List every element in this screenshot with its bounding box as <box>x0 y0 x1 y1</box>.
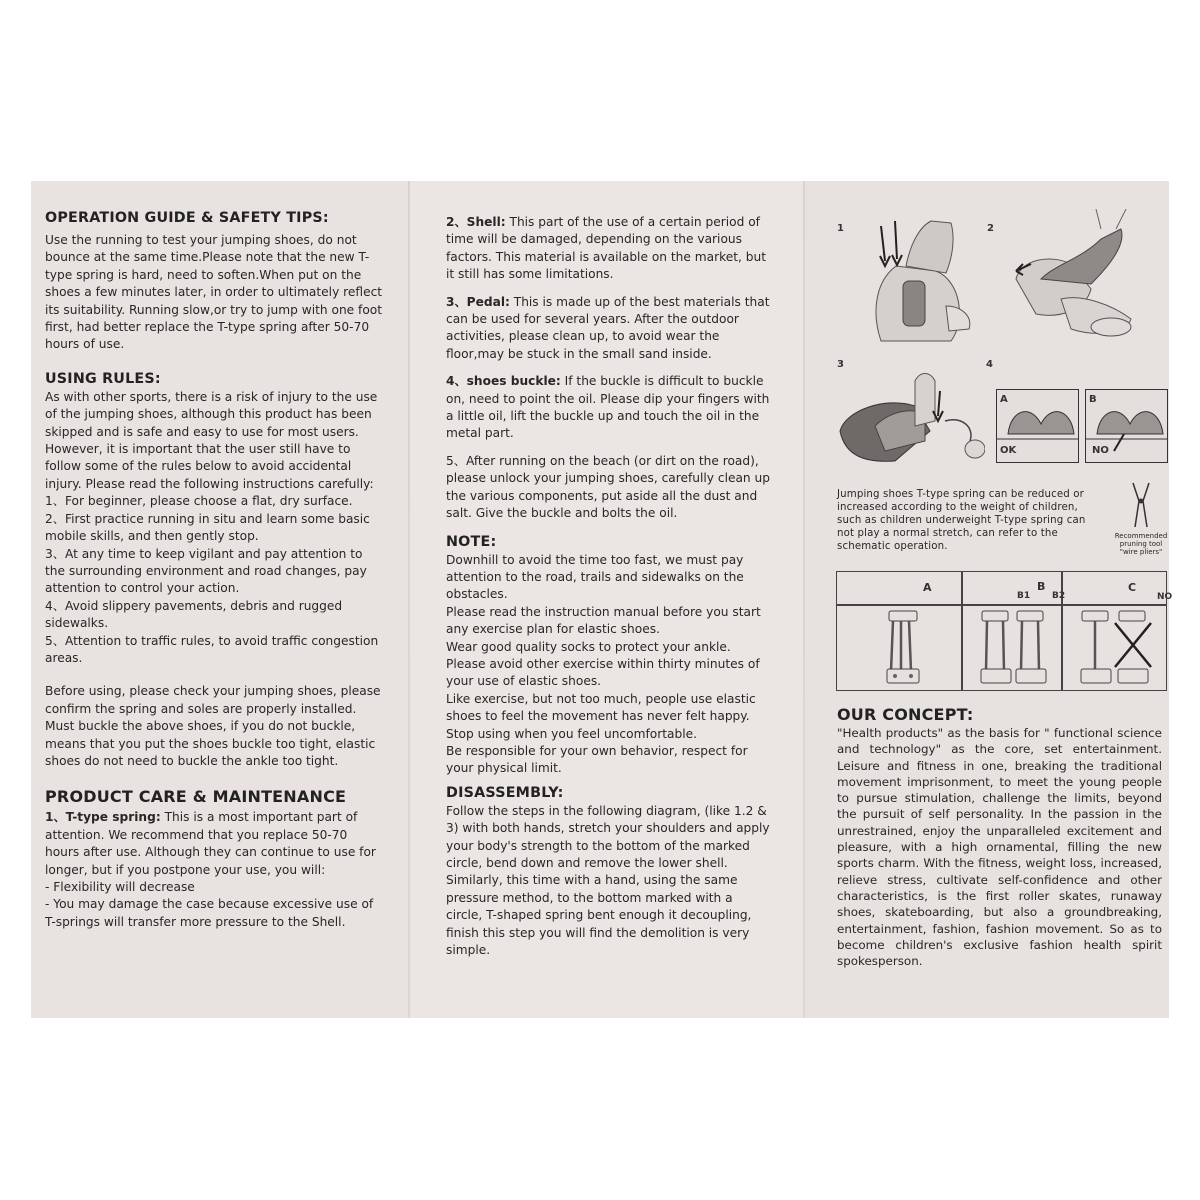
no-label: NO <box>1092 445 1109 456</box>
rule-item: 5、Attention to traffic rules, to avoid traffic congestion areas. <box>45 633 379 665</box>
care-spring-label: 1、T-type spring: <box>45 810 161 825</box>
ok-label: OK <box>1000 445 1017 456</box>
config-a-label: A <box>923 581 932 594</box>
concept-section <box>837 704 1162 969</box>
tool-caption-line: pruning tool <box>1119 540 1163 548</box>
note-item: Stop using when you feel uncomfortable. <box>446 726 697 741</box>
tool-caption <box>1107 532 1175 556</box>
operation-guide-text: Use the running to test your jumping shoes, do not bounce at the same time.Please note that the new T-type spring is hard, need to soften.When put on the shoes a few minutes later, in order to ultimately reflect its suitability. Running slow,or try to jump with one foot first, had better replace the T-type spring after 50-70 hours of use. <box>45 233 383 352</box>
product-care-heading: PRODUCT CARE & MAINTENANCE <box>45 787 347 807</box>
note-item: Wear good quality socks to protect your ankle. <box>446 639 731 654</box>
rule-item: 2、First practice running in situ and learn some basic mobile skills, and then gently stop. <box>45 511 370 544</box>
care-spring-text <box>45 809 385 879</box>
shell-label: 2、Shell: <box>446 215 506 229</box>
step-number: 1 <box>837 223 844 234</box>
config-c-label: C <box>1128 581 1137 594</box>
before-using-text: Before using, please check your jumping shoes, please confirm the spring and soles are properly installed. Must buckle the above shoes, if you do not buckle, means that you put the shoes buckle too tight, elastic shoes do not need to buckle the ankle too tight. <box>45 684 381 768</box>
disassembly-heading: DISASSEMBLY: <box>446 784 564 801</box>
rule-item: 1、For beginner, please choose a flat, dry surface. <box>45 494 353 509</box>
buckle-label: 4、shoes buckle: <box>446 374 561 389</box>
left-column <box>45 209 385 931</box>
note-item: Downhill to avoid the time too fast, we must pay attention to the road, trails and sidewalks on the obstacles. <box>446 552 744 602</box>
middle-column <box>446 214 771 959</box>
tool-caption-line: Recommended <box>1114 532 1168 540</box>
step-2-illustration <box>1001 209 1151 344</box>
shell-body: This part of the use of a certain period of time will be damaged, depending on the various factors. This material is available on the market, but it still has some limitations. <box>446 215 766 282</box>
spring-config-c <box>1076 609 1116 687</box>
step-number: 2 <box>987 223 994 234</box>
note-heading: NOTE: <box>446 533 497 550</box>
care-bullet: - Flexibility will decrease <box>45 880 195 894</box>
buckle-body: If the buckle is difficult to buckle on, need to point the oil. Please dip your fingers with a little oil, lift the buckle up and touch the oil in the metal part. <box>446 374 770 441</box>
note-item: Please read the instruction manual before you start any exercise plan for elastic shoes. <box>446 604 761 637</box>
spring-adjust-text: Jumping shoes T-type spring can be reduced or increased according to the weight of children, such as children underweight T-type spring can not play a normal stretch, can refer to the schematic operation. <box>837 489 1086 552</box>
fold-line <box>408 181 410 1018</box>
concept-text: "Health products" as the basis for " functional science and technology" as the core, set entertainment. Leisure and fitness in one, breaking the traditional movement imprisonment, to meet the young people to pursue stimulation, challenge the limits, beyond the pursuit of self personality. In the passion in the unrestrained, enjoy the unparalleled excitement and pleasure, with a high ornamental, filling the new sports charm. With the fitness, weight loss, increased, relieve stress, cultivate self-confidence and other characteristics, is the first roller skates, runaway shoes, skateboarding, but also a groundbreaking, entertainment, fashion, fashion movement. So as to become children's exclusive fashion health spirit spokesperson. <box>837 726 1162 969</box>
note-item: Be responsible for your own behavior, respect for your physical limit. <box>446 743 748 776</box>
shell-text <box>446 214 771 284</box>
disassembly-text-2: Similarly, this time with a hand, using the same pressure method, to the bottom marked with a circle, T-shaped spring bent enough it decoupling, finish this step you will find the demolition is very simple. <box>446 873 752 958</box>
pedal-text <box>446 294 771 364</box>
operation-guide-heading: OPERATION GUIDE & SAFETY TIPS: <box>45 210 329 226</box>
table-divider <box>1061 572 1063 690</box>
rule-item: 3、At any time to keep vigilant and pay attention to the surrounding environment and road changes, pay attention to control your action. <box>45 546 367 596</box>
no-box-letter: B <box>1089 394 1097 405</box>
tool-caption-line: "wire pliers" <box>1119 548 1163 556</box>
wire-pliers-icon <box>1121 481 1161 531</box>
concept-heading: OUR CONCEPT: <box>837 705 974 724</box>
step-3-illustration <box>835 371 985 471</box>
table-divider <box>837 604 1166 606</box>
config-b1-label: B1 <box>1017 591 1031 601</box>
step-1-illustration <box>851 211 981 346</box>
spring-config-b1 <box>976 609 1016 687</box>
step-4-illustration <box>996 389 1176 464</box>
disassembly-text-1: Follow the steps in the following diagram, (like 1.2 & 3) with both hands, stretch your shoulders and apply your body's strength to the bottom of the marked circle, bend down and remove the lower shell. <box>446 803 770 870</box>
config-b-label: B <box>1037 580 1046 593</box>
spring-config-no <box>1111 609 1156 687</box>
table-divider <box>961 572 963 690</box>
using-rules-text: As with other sports, there is a risk of injury to the use of the jumping shoes, although this product has been skipped and is safe and easy to use for most users. However, it is important that the user still have to follow some of the rules below to avoid accidental injury. Please read the following instructions carefully: <box>45 389 378 491</box>
rule-item: 4、Avoid slippery pavements, debris and rugged sidewalks. <box>45 598 343 631</box>
using-rules-heading: USING RULES: <box>45 370 161 387</box>
care-spring-body: This is a most important part of attention. We recommend that you replace 50-70 hours after use. Although they can continue to use for longer, but if you postpone your use, you will: <box>45 810 376 877</box>
ok-box-letter: A <box>1000 394 1008 405</box>
instruction-leaflet <box>31 181 1173 1018</box>
beach-text: 5、After running on the beach (or dirt on the road), please unlock your jumping shoes, carefully clean up the various components, put aside all the dust and salt. Give the buckle and bolts the oil. <box>446 453 770 521</box>
step-number: 4 <box>986 359 993 370</box>
config-no-label: NO <box>1157 592 1173 602</box>
spring-config-a <box>881 609 926 687</box>
care-bullet: - You may damage the case because excessive use of T-springs will transfer more pressure to the Shell. <box>45 897 374 929</box>
step-number: 3 <box>837 359 844 370</box>
buckle-text <box>446 373 771 443</box>
note-item: Please avoid other exercise within thirty minutes of your use of elastic shoes. <box>446 656 760 689</box>
fold-line <box>803 181 805 1018</box>
note-item: Like exercise, but not too much, people use elastic shoes to feel the movement has never felt happy. <box>446 691 756 724</box>
pedal-label: 3、Pedal: <box>446 294 510 309</box>
pedal-body: This is made up of the best materials that can be used for several years. After the outdoor activities, please clean up, to avoid wear the floor,may be stuck in the small sand inside. <box>446 294 770 361</box>
spring-config-b2 <box>1011 609 1051 687</box>
config-b2-label: B2 <box>1052 591 1066 601</box>
